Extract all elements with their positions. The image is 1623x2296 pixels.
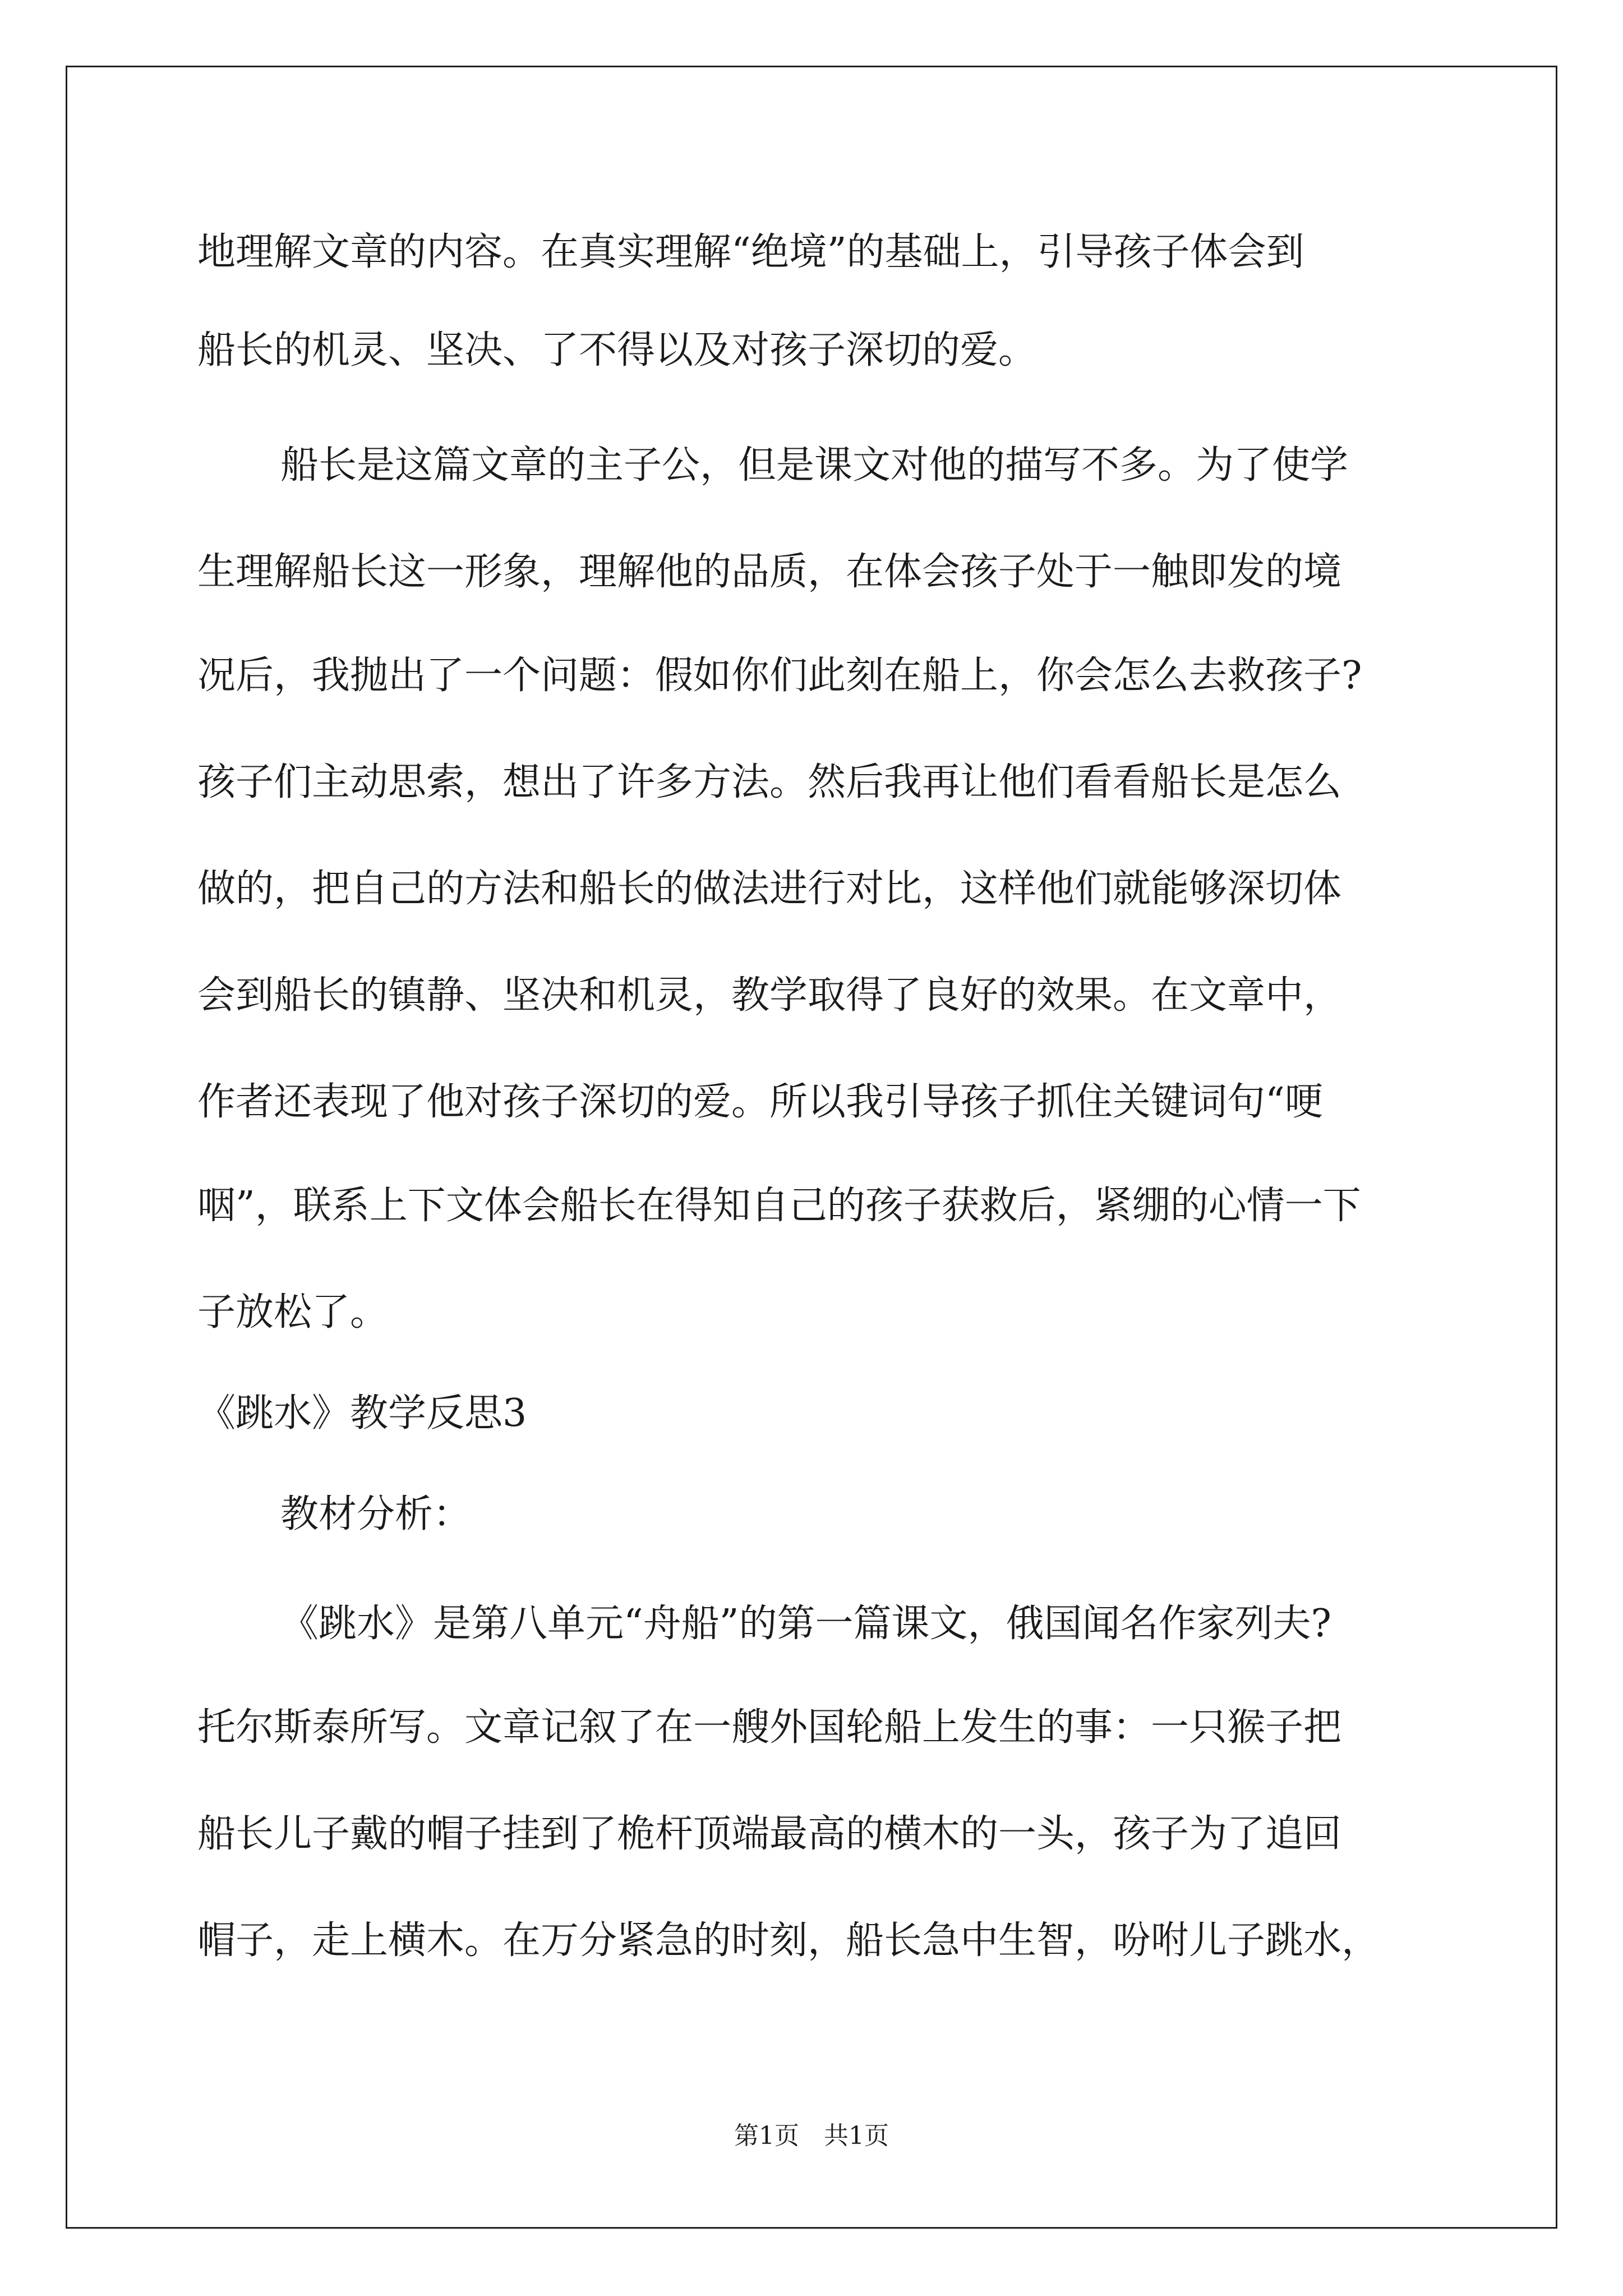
text-line: 托尔斯泰所写。文章记叙了在一艘外国轮船上发生的事：一只猴子把 [197, 1705, 1342, 1750]
text-line: 会到船长的镇静、坚决和机灵，教学取得了良好的效果。在文章中， [197, 973, 1342, 1018]
text-line: 船长的机灵、坚决、了不得以及对孩子深切的爱。 [197, 328, 1037, 372]
text-line: 生理解船长这一形象，理解他的品质，在体会孩子处于一触即发的境 [197, 550, 1342, 594]
text-line: 帽子，走上横木。在万分紧急的时刻，船长急中生智，吩咐儿子跳水， [197, 1918, 1380, 1963]
page-number: 第1页 共1页 [734, 2122, 889, 2150]
text-line: 子放松了。 [197, 1290, 389, 1335]
text-line: 咽”，联系上下文体会船长在得知自己的孩子获救后，紧绷的心情一下 [197, 1184, 1361, 1228]
text-line: 船长儿子戴的帽子挂到了桅杆顶端最高的横木的一头，孩子为了追回 [197, 1812, 1342, 1856]
text-line: 况后，我抛出了一个问题：假如你们此刻在船上，你会怎么去救孩子? [197, 654, 1362, 698]
section-heading: 《跳水》教学反思3 [197, 1391, 527, 1435]
text-line: 孩子们主动思索，想出了许多方法。然后我再让他们看看船长是怎么 [197, 760, 1342, 804]
paragraph-start-line: 《跳水》是第八单元“舟船”的第一篇课文，俄国闻名作家列夫? [280, 1602, 1331, 1646]
page-border [66, 66, 1557, 2229]
paragraph-start-line: 船长是这篇文章的主子公，但是课文对他的描写不多。为了使学 [280, 443, 1349, 487]
subheading: 教材分析： [280, 1492, 472, 1536]
text-line: 地理解文章的内容。在真实理解“绝境”的基础上，引导孩子体会到 [197, 230, 1304, 274]
text-line: 作者还表现了他对孩子深切的爱。所以我引导孩子抓住关键词句“哽 [197, 1080, 1323, 1124]
text-line: 做的，把自己的方法和船长的做法进行对比，这样他们就能够深切体 [197, 867, 1342, 911]
